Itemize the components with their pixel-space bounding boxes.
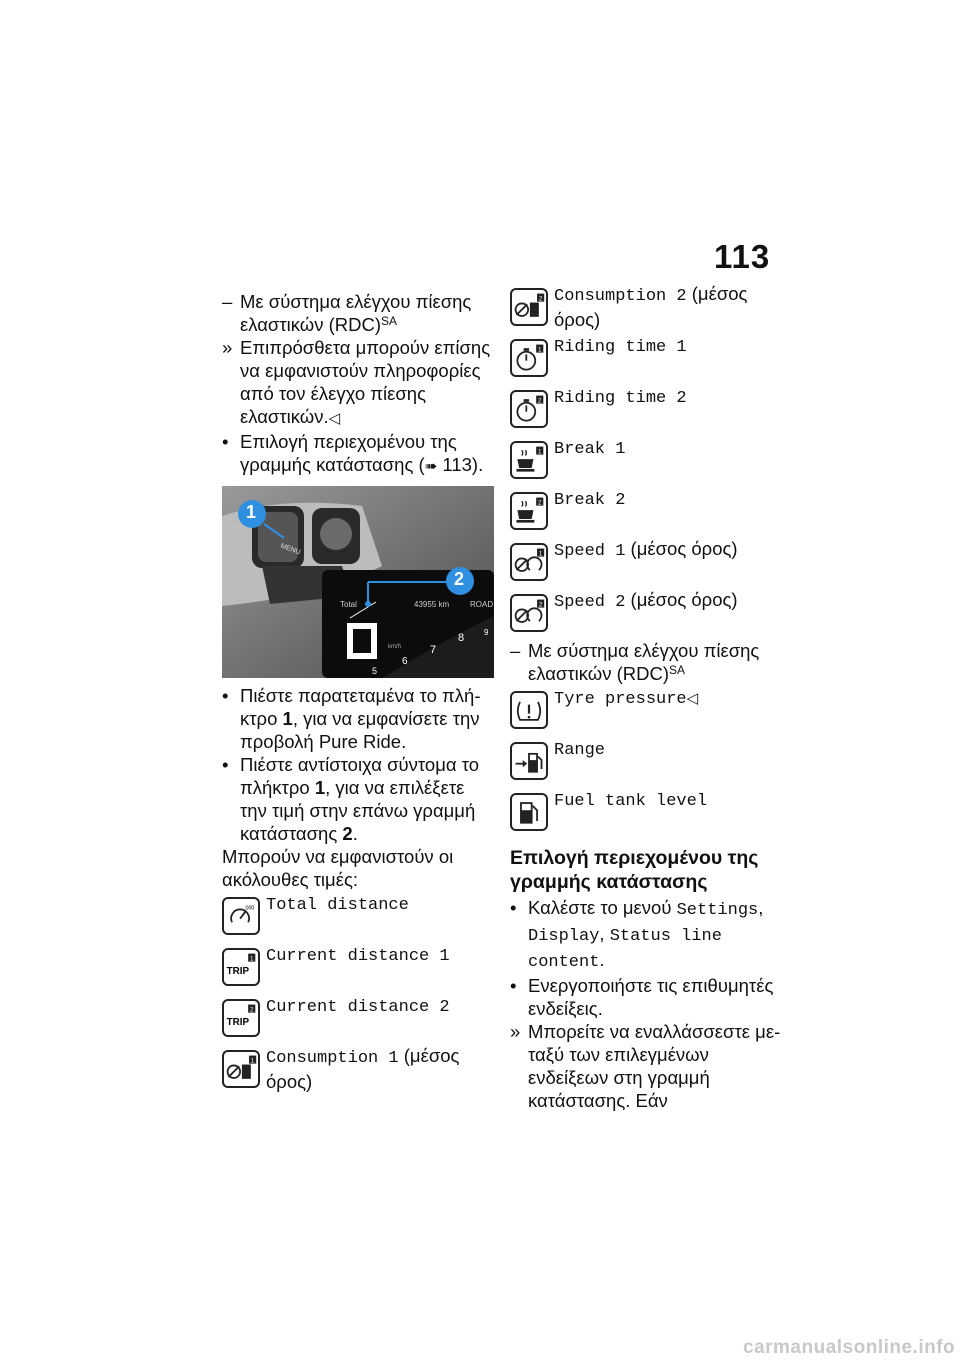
value-row: Fuel tank level: [510, 787, 786, 838]
value-row: 1 Break 1: [510, 435, 786, 486]
total-distance-icon: [222, 897, 260, 935]
svg-text:2: 2: [537, 499, 542, 507]
result-switch: » Μπορείτε να εναλλάσσεστε μεταξύ των επιλεγμένων ενδείξεων στη γραμμή κατάστασης. Εάν: [510, 1021, 781, 1111]
value-row: 2 Consumption 2 (μέσος όρος): [510, 282, 786, 333]
trip-2-icon: [222, 999, 260, 1037]
scale-5: 5: [372, 666, 378, 676]
svg-text:2: 2: [538, 295, 543, 303]
svg-text:2: 2: [537, 397, 542, 405]
arrow-ref-icon: ➠: [424, 458, 438, 475]
tyre-pressure-icon: [510, 691, 548, 729]
result-note: » Επιπρόσθετα μπορούν επίσης να εμφανιστούν πληροφορίες από τον έλεγχο πίεσης ελαστικών.◁: [222, 337, 491, 427]
break-2-icon: [510, 492, 548, 530]
values-intro: Μπορούν να εμφανιστούν οι ακόλουθες τιμές:: [222, 846, 454, 890]
display-mode: ROAD: [470, 600, 494, 609]
svg-text:1: 1: [538, 550, 543, 558]
rdc-condition: – Με σύστημα ελέγχου πίεσης ελαστικών (RDC)$^{SA}$: [222, 291, 472, 335]
rdc-condition-right: – Με σύστημα ελέγχου πίεσης ελαστικών (RDC)$^{SA}$: [510, 640, 760, 684]
svg-text:1: 1: [250, 1057, 255, 1065]
riding-time-1-icon: [510, 339, 548, 377]
step-long-press: • Πιέστε παρατεταμένα το πλήκτρο 1, για να εμφανίσετε την προβολή Pure Ride.: [222, 685, 481, 752]
value-row: 1 Consumption 1 (μέσος όρος): [222, 1044, 494, 1095]
value-row: 1 Speed 1 (μέσος όρος): [510, 537, 786, 588]
svg-text:TRIP: TRIP: [226, 1017, 250, 1029]
speed-1-icon: [510, 543, 548, 581]
value-row: TRIP 1 Current distance 1: [222, 942, 494, 993]
break-1-icon: [510, 441, 548, 479]
value-row: 2 Speed 2 (μέσος όρος): [510, 588, 786, 639]
handlebar-display-photo: [222, 486, 494, 678]
step-activate: • Ενεργοποιήστε τις επιθυμητές ενδείξεις.: [510, 975, 774, 1019]
value-row: Range: [510, 736, 786, 787]
svg-text:1: 1: [537, 346, 542, 354]
value-row: Tyre pressure◁: [510, 685, 786, 736]
value-row: 2 Break 2: [510, 486, 786, 537]
fuel-tank-icon: [510, 793, 548, 831]
step-open-menu: • Καλέστε το μενού Settings, Display, Status line content.: [510, 897, 764, 972]
trip-1-icon: [222, 948, 260, 986]
value-row: TRIP 2 Current distance 2: [222, 993, 494, 1044]
svg-text:2: 2: [249, 1006, 254, 1014]
display-total-label: Total: [340, 600, 357, 609]
scale-7: 7: [430, 644, 437, 656]
value-row: 1 Riding time 1: [510, 333, 786, 384]
scale-6: 6: [402, 656, 408, 667]
speed-2-icon: [510, 594, 548, 632]
display-unit: km/h: [388, 644, 402, 650]
section-heading: Επιλογή περιεχομένου της γραμμής κατάστασης: [510, 847, 759, 893]
svg-text:1: 1: [249, 955, 254, 963]
scale-8: 8: [458, 632, 465, 644]
scale-9: 9: [484, 628, 489, 637]
step-select-content: • Επιλογή περιεχομένου της γραμμής κατάστασης (➠ 113).: [222, 431, 484, 475]
right-column: [510, 283, 786, 1112]
svg-text:1: 1: [537, 448, 542, 456]
riding-time-2-icon: [510, 390, 548, 428]
callout-2: 2: [454, 569, 465, 589]
consumption-1-icon: [222, 1050, 260, 1088]
svg-text:000: 000: [245, 905, 255, 912]
svg-text:TRIP: TRIP: [226, 966, 250, 978]
callout-1: 1: [246, 502, 257, 522]
menu-button-label: MENU: [279, 542, 302, 557]
range-icon: [510, 742, 548, 780]
value-row: 000 Total distance: [222, 891, 494, 942]
step-short-press: • Πιέστε αντίστοιχα σύντομα το πλήκτρο 1, για να επιλέξετε την τιμή στην επάνω γραμμή κατάστασης 2.: [222, 754, 480, 844]
value-row: 2 Riding time 2: [510, 384, 786, 435]
display-total-value: 43955 km: [414, 600, 450, 609]
svg-text:2: 2: [538, 601, 543, 609]
watermark: carmanualsonline.info: [743, 1337, 956, 1358]
page-number: 113: [714, 238, 771, 275]
left-column: [222, 290, 494, 1095]
consumption-2-icon: [510, 288, 548, 326]
